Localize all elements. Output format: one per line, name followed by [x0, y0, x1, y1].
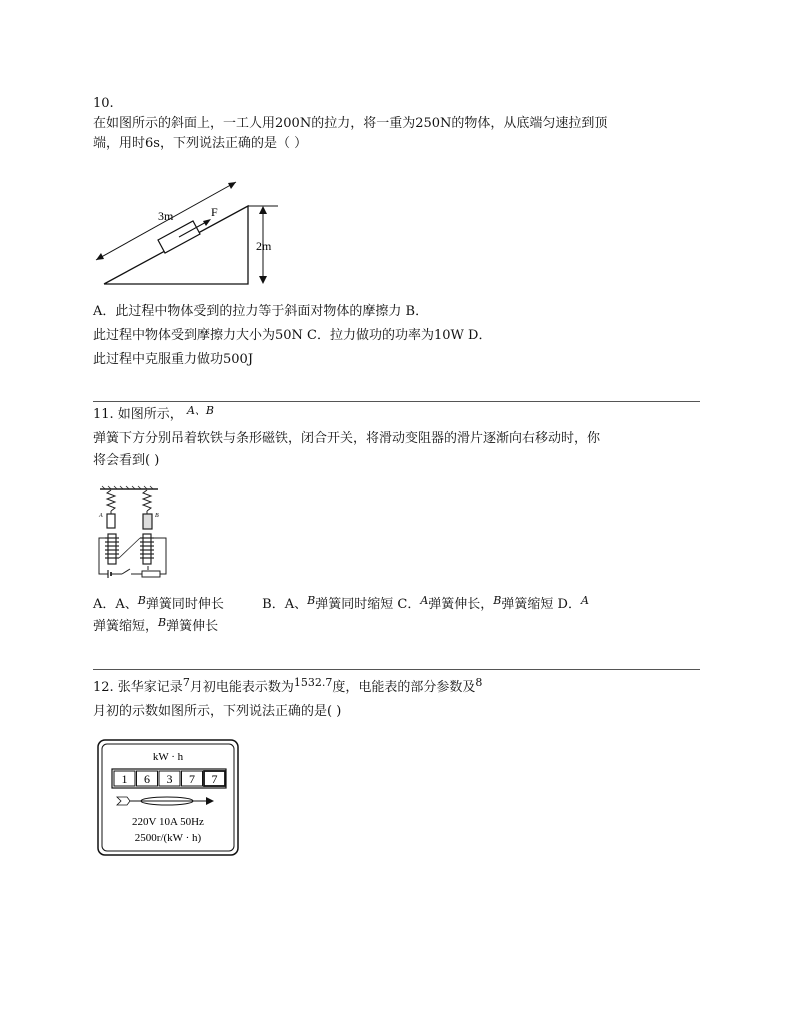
- q12-stem-line2: 月初的示数如图所示，下列说法正确的是( ): [93, 704, 342, 719]
- q11-opt-c-text1: 弹簧伸长，: [428, 597, 494, 612]
- q11-opt-c-b: B: [493, 594, 502, 607]
- q10-incline-figure: [90, 172, 290, 292]
- q10-options-line3: 此过程中克服重力做功500J: [93, 352, 254, 367]
- q12-month7: 7: [182, 676, 190, 689]
- q12-reading: 1532.7: [293, 676, 333, 689]
- force-arrow-head: [203, 219, 211, 226]
- force-label: F: [211, 205, 218, 219]
- bar-magnet-b: [143, 514, 152, 529]
- divider-2: [93, 669, 700, 670]
- height-label: 2m: [256, 239, 272, 253]
- q10-options-line2: 此过程中物体受到摩擦力大小为50N C．拉力做功的功率为10W D．: [93, 328, 492, 343]
- soft-iron-a: [107, 514, 115, 528]
- q11-stem-line3: 将会看到( ): [93, 453, 160, 468]
- meter-unit: kW · h: [152, 751, 184, 763]
- q12-energy-meter-figure: [97, 739, 239, 856]
- q10-number: 10.: [93, 96, 114, 111]
- q11-opt-b-b: B: [307, 594, 316, 607]
- q11-opt-d-a: A: [580, 594, 589, 607]
- q11-opt-b-text: 弹簧同时缩短: [315, 597, 394, 612]
- q11-opt-c-prefix: C．: [397, 597, 421, 612]
- meter-digit: 6: [144, 772, 150, 786]
- coil-link: [119, 538, 140, 558]
- q11-opt-a-text: 弹簧同时伸长: [145, 597, 224, 612]
- rheostat: [142, 571, 160, 577]
- height-arrow-top: [259, 206, 267, 214]
- q11-opt-d-prefix: D．: [557, 597, 581, 612]
- q11-var-b: B: [205, 404, 214, 417]
- meter-digit: 1: [121, 772, 128, 786]
- q11-options-line1: [93, 595, 589, 615]
- spring-b: [143, 490, 151, 511]
- meter-digit: 7: [211, 772, 218, 786]
- q12-text3: 度，电能表的部分参数及: [332, 680, 476, 695]
- q11-opt-b-prefix: B．A、: [262, 597, 308, 612]
- q11-number-text: 11. 如图所示，: [93, 407, 183, 422]
- q11-stem-line1: [93, 405, 214, 425]
- spring-a: [107, 490, 115, 511]
- q11-opt-d-text2: 弹簧伸长: [166, 619, 219, 634]
- q12-month8: 8: [475, 676, 483, 689]
- q11-var-a: A: [186, 404, 195, 417]
- q10-options-line1: A．此过程中物体受到的拉力等于斜面对物体的摩擦力 B．: [93, 304, 429, 319]
- label-b: B: [155, 513, 159, 519]
- meter-spec-1: 220V 10A 50Hz: [132, 816, 204, 828]
- slope-label: 3m: [158, 209, 174, 223]
- circuit-wire-right: [154, 538, 166, 574]
- q12-text2: 月初电能表示数为: [189, 680, 294, 695]
- q12-stem-line1: [93, 678, 482, 698]
- q11-options-line2: [93, 617, 218, 637]
- coil-left: [105, 534, 119, 564]
- q11-opt-d-b: B: [158, 616, 167, 629]
- q10-stem-line1: 在如图所示的斜面上，一工人用200N的拉力，将一重为250N的物体，从底端匀速拉到顶: [93, 116, 608, 131]
- q11-opt-d-text1: 弹簧缩短，: [93, 619, 159, 634]
- meter-spec-2: 2500r/(kW · h): [134, 832, 202, 844]
- coil-right: [140, 534, 154, 564]
- circuit-wire: [99, 538, 108, 574]
- label-a: A: [99, 513, 103, 519]
- q11-opt-a-b: B: [137, 594, 146, 607]
- q11-sep: 、: [194, 404, 206, 417]
- q11-stem-line2: 弹簧下方分别吊着软铁与条形磁铁，闭合开关，将滑动变阻器的滑片逐渐向右移动时，你: [93, 431, 601, 446]
- meter-digit: 3: [166, 772, 173, 786]
- switch: [122, 569, 130, 574]
- divider-1: [93, 401, 700, 402]
- q11-spring-circuit-figure: [96, 486, 186, 582]
- height-arrow-bottom: [259, 276, 267, 284]
- q11-opt-c-text2: 弹簧缩短: [501, 597, 554, 612]
- q11-opt-a-prefix: A．A、: [93, 597, 138, 612]
- meter-digit: 7: [189, 772, 195, 786]
- q11-opt-c-a: A: [420, 594, 429, 607]
- q12-text1: 12. 张华家记录: [93, 680, 183, 695]
- q10-stem-line2: 端，用时6s，下列说法正确的是（ ）: [93, 136, 308, 151]
